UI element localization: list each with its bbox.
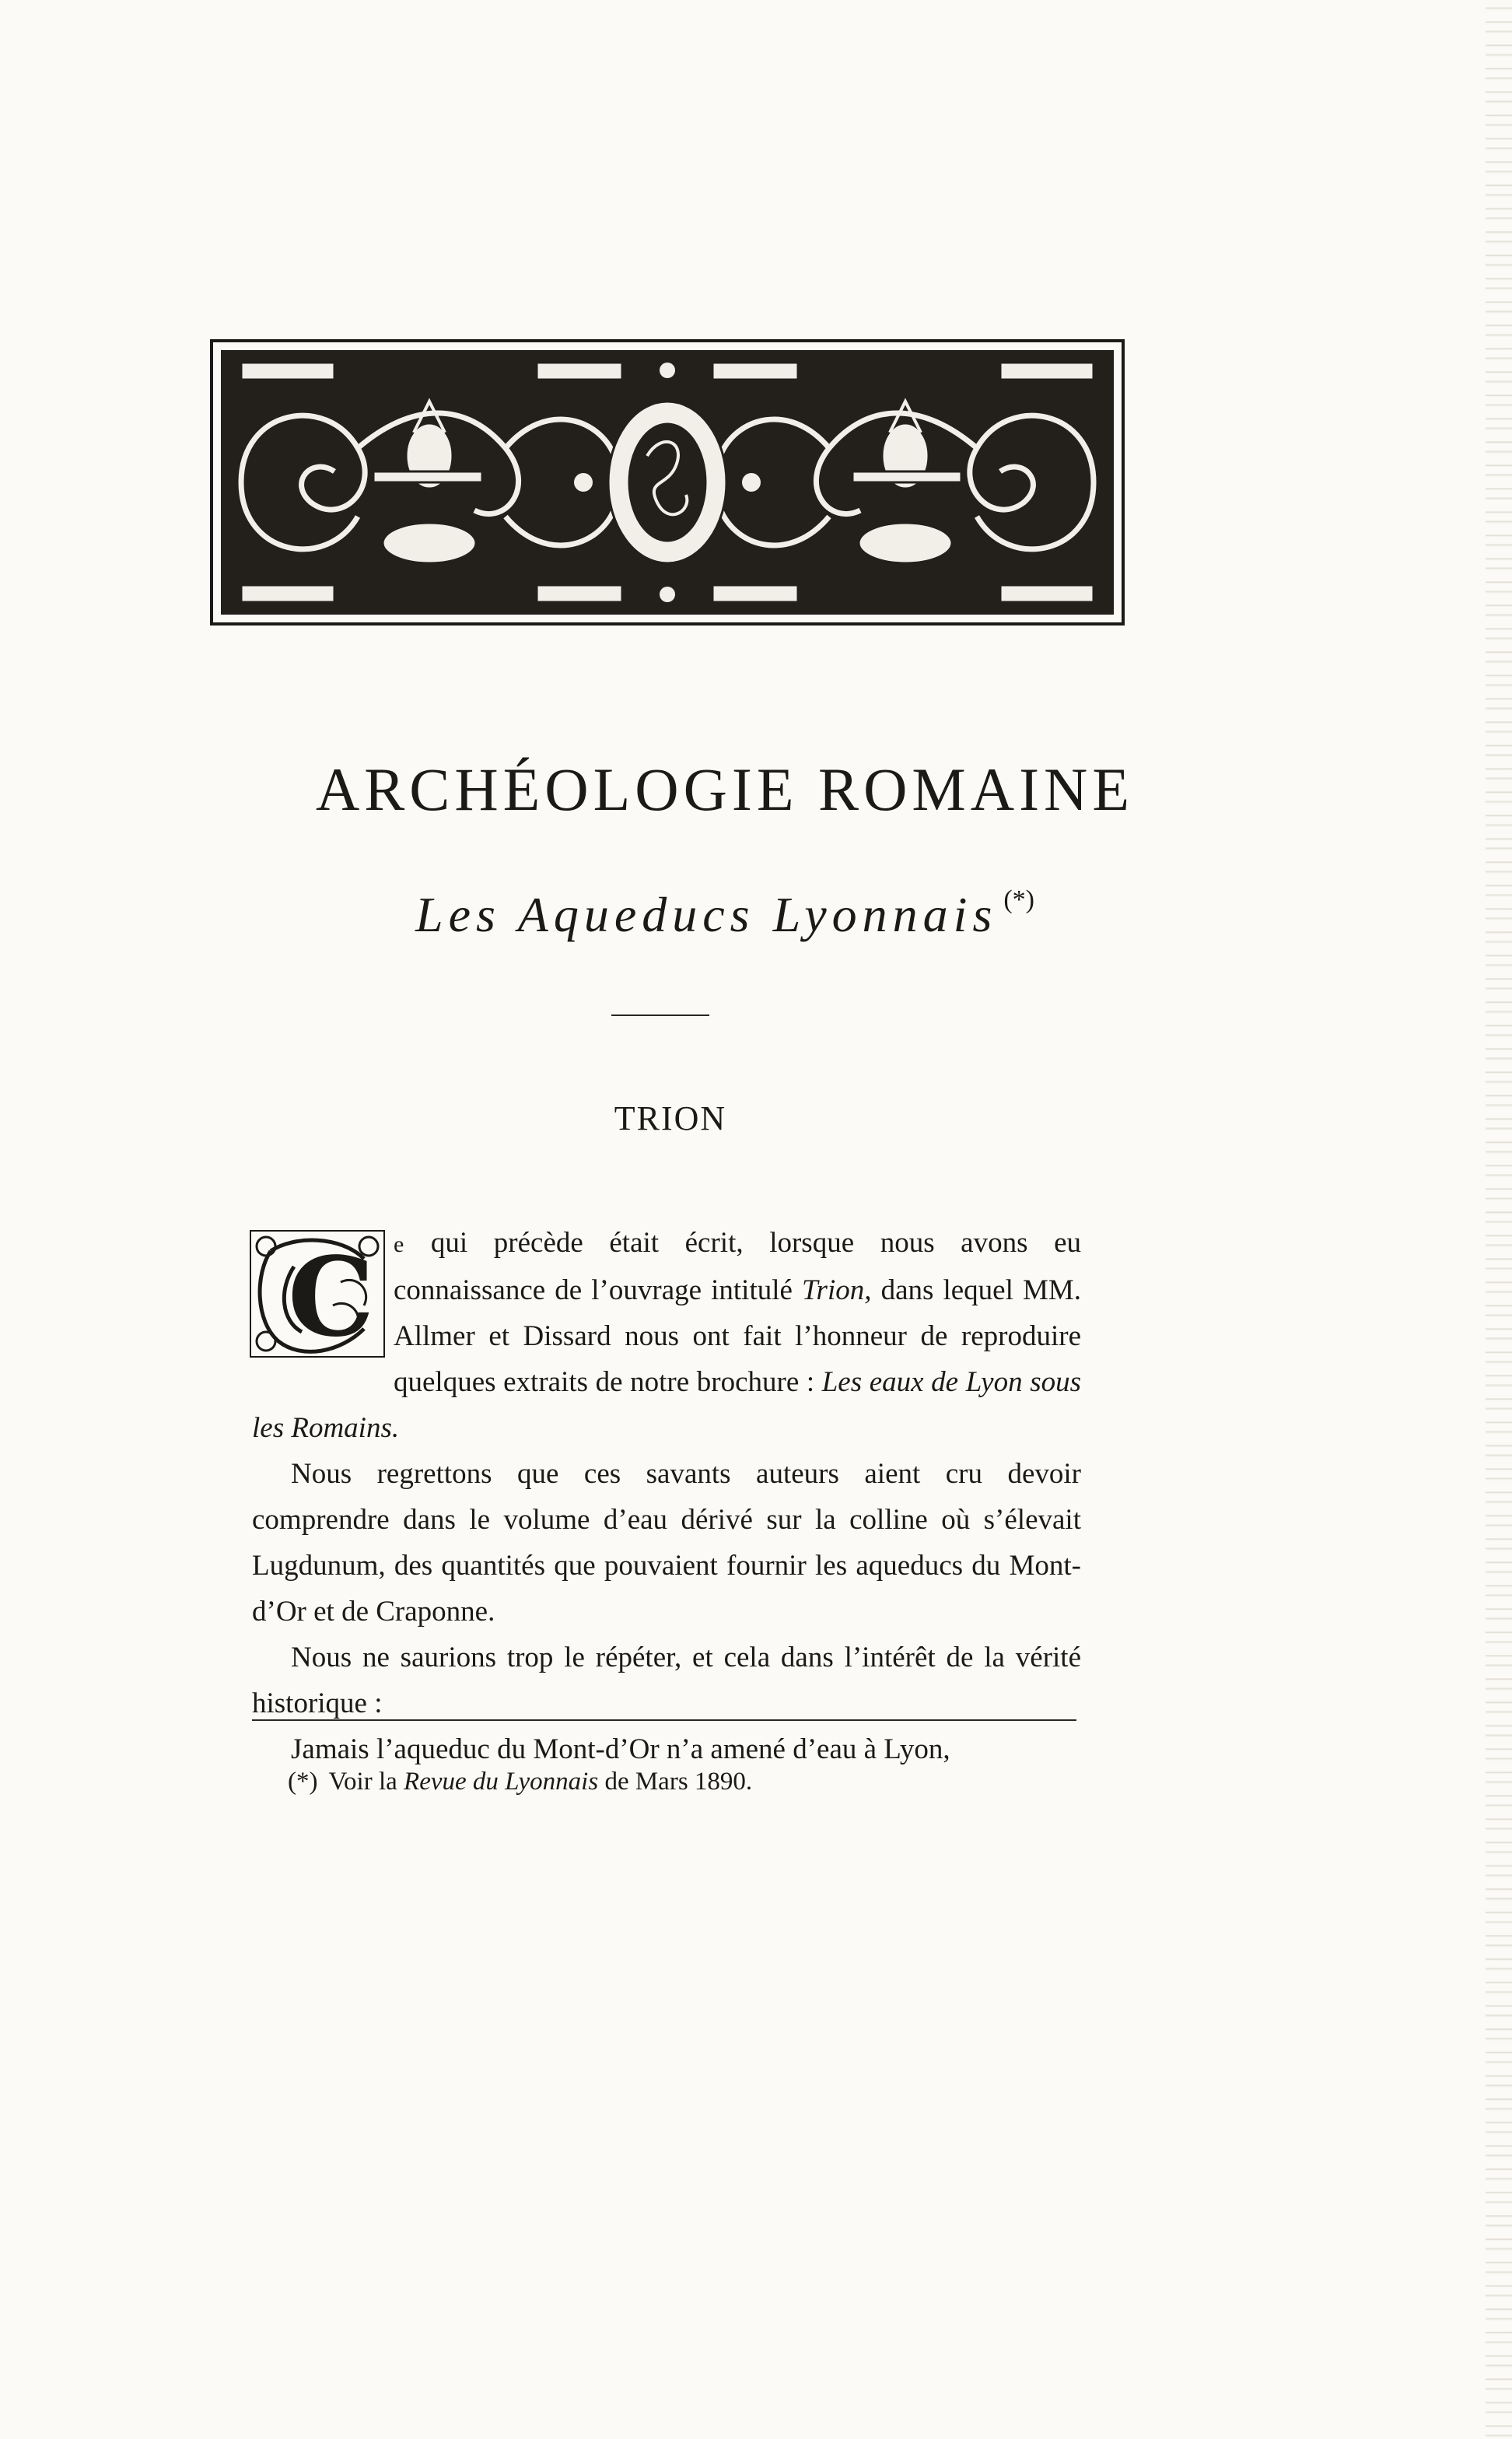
paragraph-4: Jamais l’aqueduc du Mont-d’Or n’a amené d’eau à Lyon, bbox=[291, 1733, 950, 1765]
section-heading: TRION bbox=[614, 1099, 727, 1137]
ornamental-headpiece bbox=[210, 339, 1125, 626]
subtitle-footnote-mark: (*) bbox=[1003, 885, 1034, 914]
footnote-text-b: de Mars 1890. bbox=[598, 1768, 753, 1796]
subtitle-text: Les Aqueducs Lyonnais bbox=[415, 887, 998, 942]
work-title-trion: Trion, bbox=[802, 1274, 872, 1306]
article-subtitle bbox=[0, 885, 1450, 944]
article-title: ARCHÉOLOGIE ROMAINE bbox=[315, 755, 1135, 823]
paragraph-3: Nous ne saurions trop le répéter, et cela dans l’intérêt de la vérité historique : bbox=[252, 1642, 1081, 1719]
page-edge bbox=[1486, 0, 1512, 2439]
svg-text:C: C bbox=[288, 1234, 375, 1360]
title-divider bbox=[611, 1014, 709, 1016]
brochure-title: Les eaux de Lyon sous les Romains. bbox=[252, 1366, 1081, 1444]
drop-cap-continuation: e bbox=[394, 1232, 405, 1257]
footnote-journal-title: Revue du Lyonnais bbox=[404, 1768, 599, 1796]
paragraph-1-text-a: qui précède était écrit, lorsque nous avons eu connaissance de l’ouvrage intitulé bbox=[394, 1227, 1081, 1306]
body-text bbox=[252, 1220, 1081, 1772]
footnote-text-a: Voir la bbox=[328, 1768, 404, 1796]
footnote-divider bbox=[252, 1719, 1076, 1721]
footnote bbox=[288, 1768, 752, 1796]
paragraph-2: Nous regrettons que ces savants auteurs aient cru devoir comprendre dans le volume d’eau dérivé sur la colline où s’élevait Lugdunum, des quantités que pouvaient fournir les aqueducs du Mont-d’Or et de Craponne. bbox=[252, 1458, 1081, 1628]
ornamental-drop-cap bbox=[247, 1228, 387, 1360]
footnote-mark: (*) bbox=[288, 1768, 318, 1796]
paragraph-1-text-b: dans lequel MM. Allmer et Dissard nous ont fait l’honneur de reproduire quelques extraits de notre brochure : bbox=[394, 1274, 1081, 1398]
paragraph-1 bbox=[252, 1220, 1081, 1451]
